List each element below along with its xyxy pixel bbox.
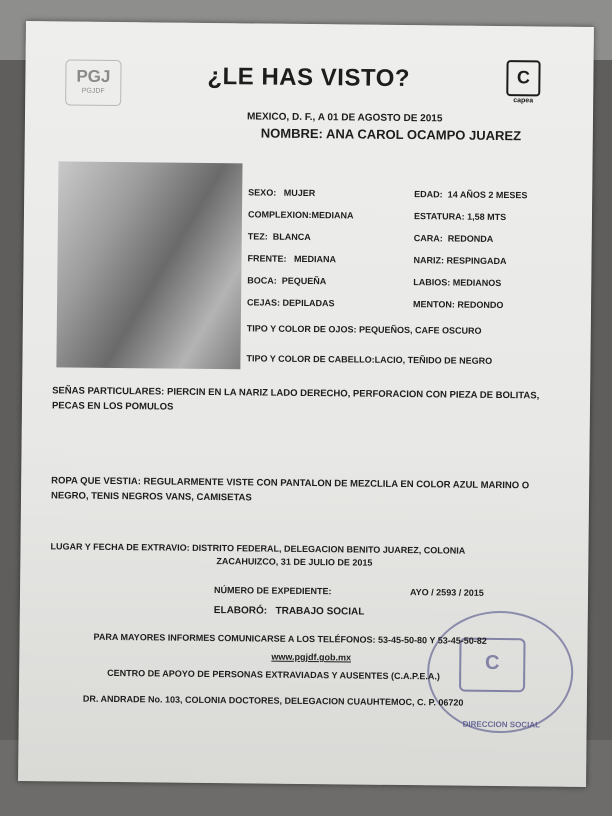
field-edad: EDAD: 14 AÑOS 2 MESES (414, 189, 528, 201)
informes-telefonos: PARA MAYORES INFORMES COMUNICARSE A LOS TELÉFONOS: 53-45-50-80 Y 53-45-50-82 (93, 631, 487, 646)
flyer-title: ¿LE HAS VISTO? (207, 62, 411, 93)
field-frente: FRENTE: MEDIANA (247, 253, 337, 265)
field-cejas: CEJAS: DEPILADAS (247, 297, 335, 309)
ropa-que-vestia: ROPA QUE VESTIA: REGULARMENTE VISTE CON PANTALON DE MEZCLILA EN COLOR AZUL MARINO O NEGRO, TENIS NEGROS VANS, CAMISETAS (50, 475, 530, 504)
field-cabello: TIPO Y COLOR DE CABELLO:LACIO, TEÑIDO DE NEGRO (246, 353, 493, 366)
seal-emblem: C (459, 638, 526, 693)
issue-date: MEXICO, D. F., A 01 DE AGOSTO DE 2015 (246, 111, 443, 125)
centro-apoyo: CENTRO DE APOYO DE PERSONAS EXTRAVIADAS Y AUSENTES (C.A.P.E.A.) (107, 667, 440, 682)
capea-logo-icon (505, 60, 542, 110)
field-nariz: NARIZ: RESPINGADA (413, 255, 507, 267)
expediente-label: NÚMERO DE EXPEDIENTE: (213, 585, 332, 597)
field-menton: MENTON: REDONDO (412, 299, 504, 311)
address: DR. ANDRADE No. 103, COLONIA DOCTORES, DELEGACION CUAUHTEMOC, C. P. 06720 (82, 693, 464, 708)
field-estatura: ESTATURA: 1,58 MTS (413, 211, 507, 223)
elaboro: ELABORÓ: TRABAJO SOCIAL (213, 605, 365, 618)
senas-particulares: SEÑAS PARTICULARES: PIERCIN EN LA NARIZ LADO DERECHO, PERFORACION CON PIEZA DE BOLITAS, PECAS EN LOS POMULOS (51, 385, 540, 413)
seal-text: DIRECCION SOCIAL (462, 719, 541, 730)
extravio-line2: ZACAHUIZCO, 31 DE JULIO DE 2015 (216, 556, 373, 568)
pgj-logo-icon (65, 59, 121, 106)
field-tez: TEZ: BLANCA (247, 231, 311, 243)
field-labios: LABIOS: MEDIANOS (413, 277, 502, 289)
pgj-logo-text: PGJ (76, 66, 111, 86)
pgj-logo-subtext: PGJDF (81, 87, 105, 95)
missing-person-flyer (18, 21, 594, 787)
field-ojos: TIPO Y COLOR DE OJOS: PEQUEÑOS, CAFE OSCURO (246, 323, 482, 336)
capea-logo-mark: C (506, 60, 540, 96)
person-name (261, 126, 521, 144)
field-cara: CARA: REDONDA (413, 233, 494, 244)
name-value: ANA CAROL OCAMPO JUAREZ (326, 126, 522, 144)
name-label: NOMBRE: (260, 125, 324, 142)
field-complexion: COMPLEXION:MEDIANA (247, 209, 354, 221)
field-boca: BOCA: PEQUEÑA (247, 275, 327, 287)
expediente-value: AYO / 2593 / 2015 (409, 587, 484, 598)
field-sexo: SEXO: MUJER (248, 187, 316, 199)
capea-logo-text: capea (513, 97, 534, 105)
website-link[interactable]: www.pgjdf.gob.mx (271, 651, 352, 663)
extravio-line1: LUGAR Y FECHA DE EXTRAVIO: DISTRITO FEDERAL, DELEGACION BENITO JUAREZ, COLONIA (50, 541, 466, 556)
person-photo (56, 161, 242, 369)
